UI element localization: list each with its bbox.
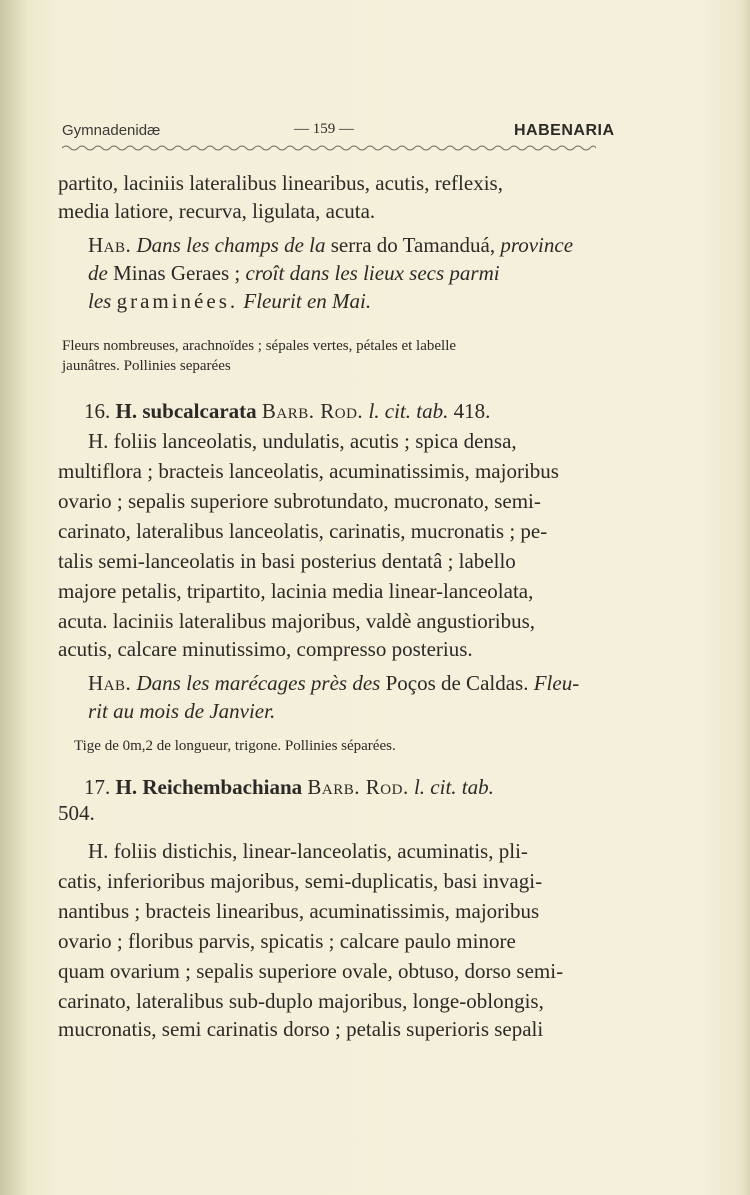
habitat-line: Hab. Dans les marécages près des Poços de Caldas. Fleu- xyxy=(88,671,580,695)
species-number: 16. xyxy=(84,399,111,423)
species-heading: 16. H. subcalcarata Barb. Rod. l. cit. tab. 418. xyxy=(84,399,491,423)
text-line: ovario ; floribus parvis, spicatis ; calcare paulo minore xyxy=(58,929,516,953)
text-line: acutis, calcare minutissimo, compresso posterius. xyxy=(58,637,473,661)
text-line: carinato, lateralibus sub-duplo majoribus, longe-oblongis, xyxy=(58,989,544,1013)
running-head-family: Gymnadenidæ xyxy=(62,122,161,139)
species-name: H. subcalcarata xyxy=(115,399,257,423)
note-line: jaunâtres. Pollinies separées xyxy=(62,358,231,374)
running-head-genus: HABENARIA xyxy=(514,122,615,139)
text-line: multiflora ; bracteis lanceolatis, acuminatissimis, majoribus xyxy=(58,459,559,483)
text-line: 504. xyxy=(58,801,95,825)
habitat-label: Hab. xyxy=(88,233,132,257)
habitat-label: Hab. xyxy=(88,671,132,695)
text-line: quam ovarium ; sepalis superiore ovale, obtuso, dorso semi- xyxy=(58,959,564,983)
habitat-line: Hab. Dans les champs de la serra do Tamanduá, province xyxy=(88,233,574,257)
habitat-line: rit au mois de Janvier. xyxy=(88,699,276,723)
habitat-line: de Minas Geraes ; croît dans les lieux secs parmi xyxy=(88,261,500,285)
species-number: 17. xyxy=(84,775,111,799)
text-line: media latiore, recurva, ligulata, acuta. xyxy=(58,199,376,223)
text-line: talis semi-lanceolatis in basi posterius dentatâ ; labello xyxy=(58,549,516,573)
text-line: acuta. laciniis lateralibus majoribus, valdè angustioribus, xyxy=(58,609,536,633)
text-line: ovario ; sepalis superiore subrotundato, mucronato, semi- xyxy=(58,489,541,513)
text-line: carinato, lateralibus lanceolatis, carinatis, mucronatis ; pe- xyxy=(58,519,548,543)
species-heading: 17. H. Reichembachiana Barb. Rod. l. cit. tab. xyxy=(84,775,494,799)
text-line: nantibus ; bracteis linearibus, acuminatissimis, majoribus xyxy=(58,899,540,923)
note-line: Fleurs nombreuses, arachnoïdes ; sépales vertes, pétales et labelle xyxy=(62,338,457,354)
species-name: H. Reichembachiana xyxy=(115,775,303,799)
habitat-line: les graminées. Fleurit en Mai. xyxy=(88,289,372,313)
text-line: mucronatis, semi carinatis dorso ; petalis superioris sepali xyxy=(58,1017,544,1041)
text-line: H. foliis lanceolatis, undulatis, acutis ; spica densa, xyxy=(88,429,517,453)
note-line: Tige de 0m,2 de longueur, trigone. Pollinies séparées. xyxy=(74,738,396,754)
header-wavy-rule xyxy=(62,143,596,153)
text-line: partito, laciniis lateralibus linearibus, acutis, reflexis, xyxy=(58,171,503,195)
page-number: — 159 — xyxy=(294,121,354,137)
text-line: majore petalis, tripartito, lacinia media linear-lanceolata, xyxy=(58,579,534,603)
text-line: catis, inferioribus majoribus, semi-duplicatis, basi invagi- xyxy=(58,869,543,893)
text-line: H. foliis distichis, linear-lanceolatis, acuminatis, pli- xyxy=(88,839,528,863)
